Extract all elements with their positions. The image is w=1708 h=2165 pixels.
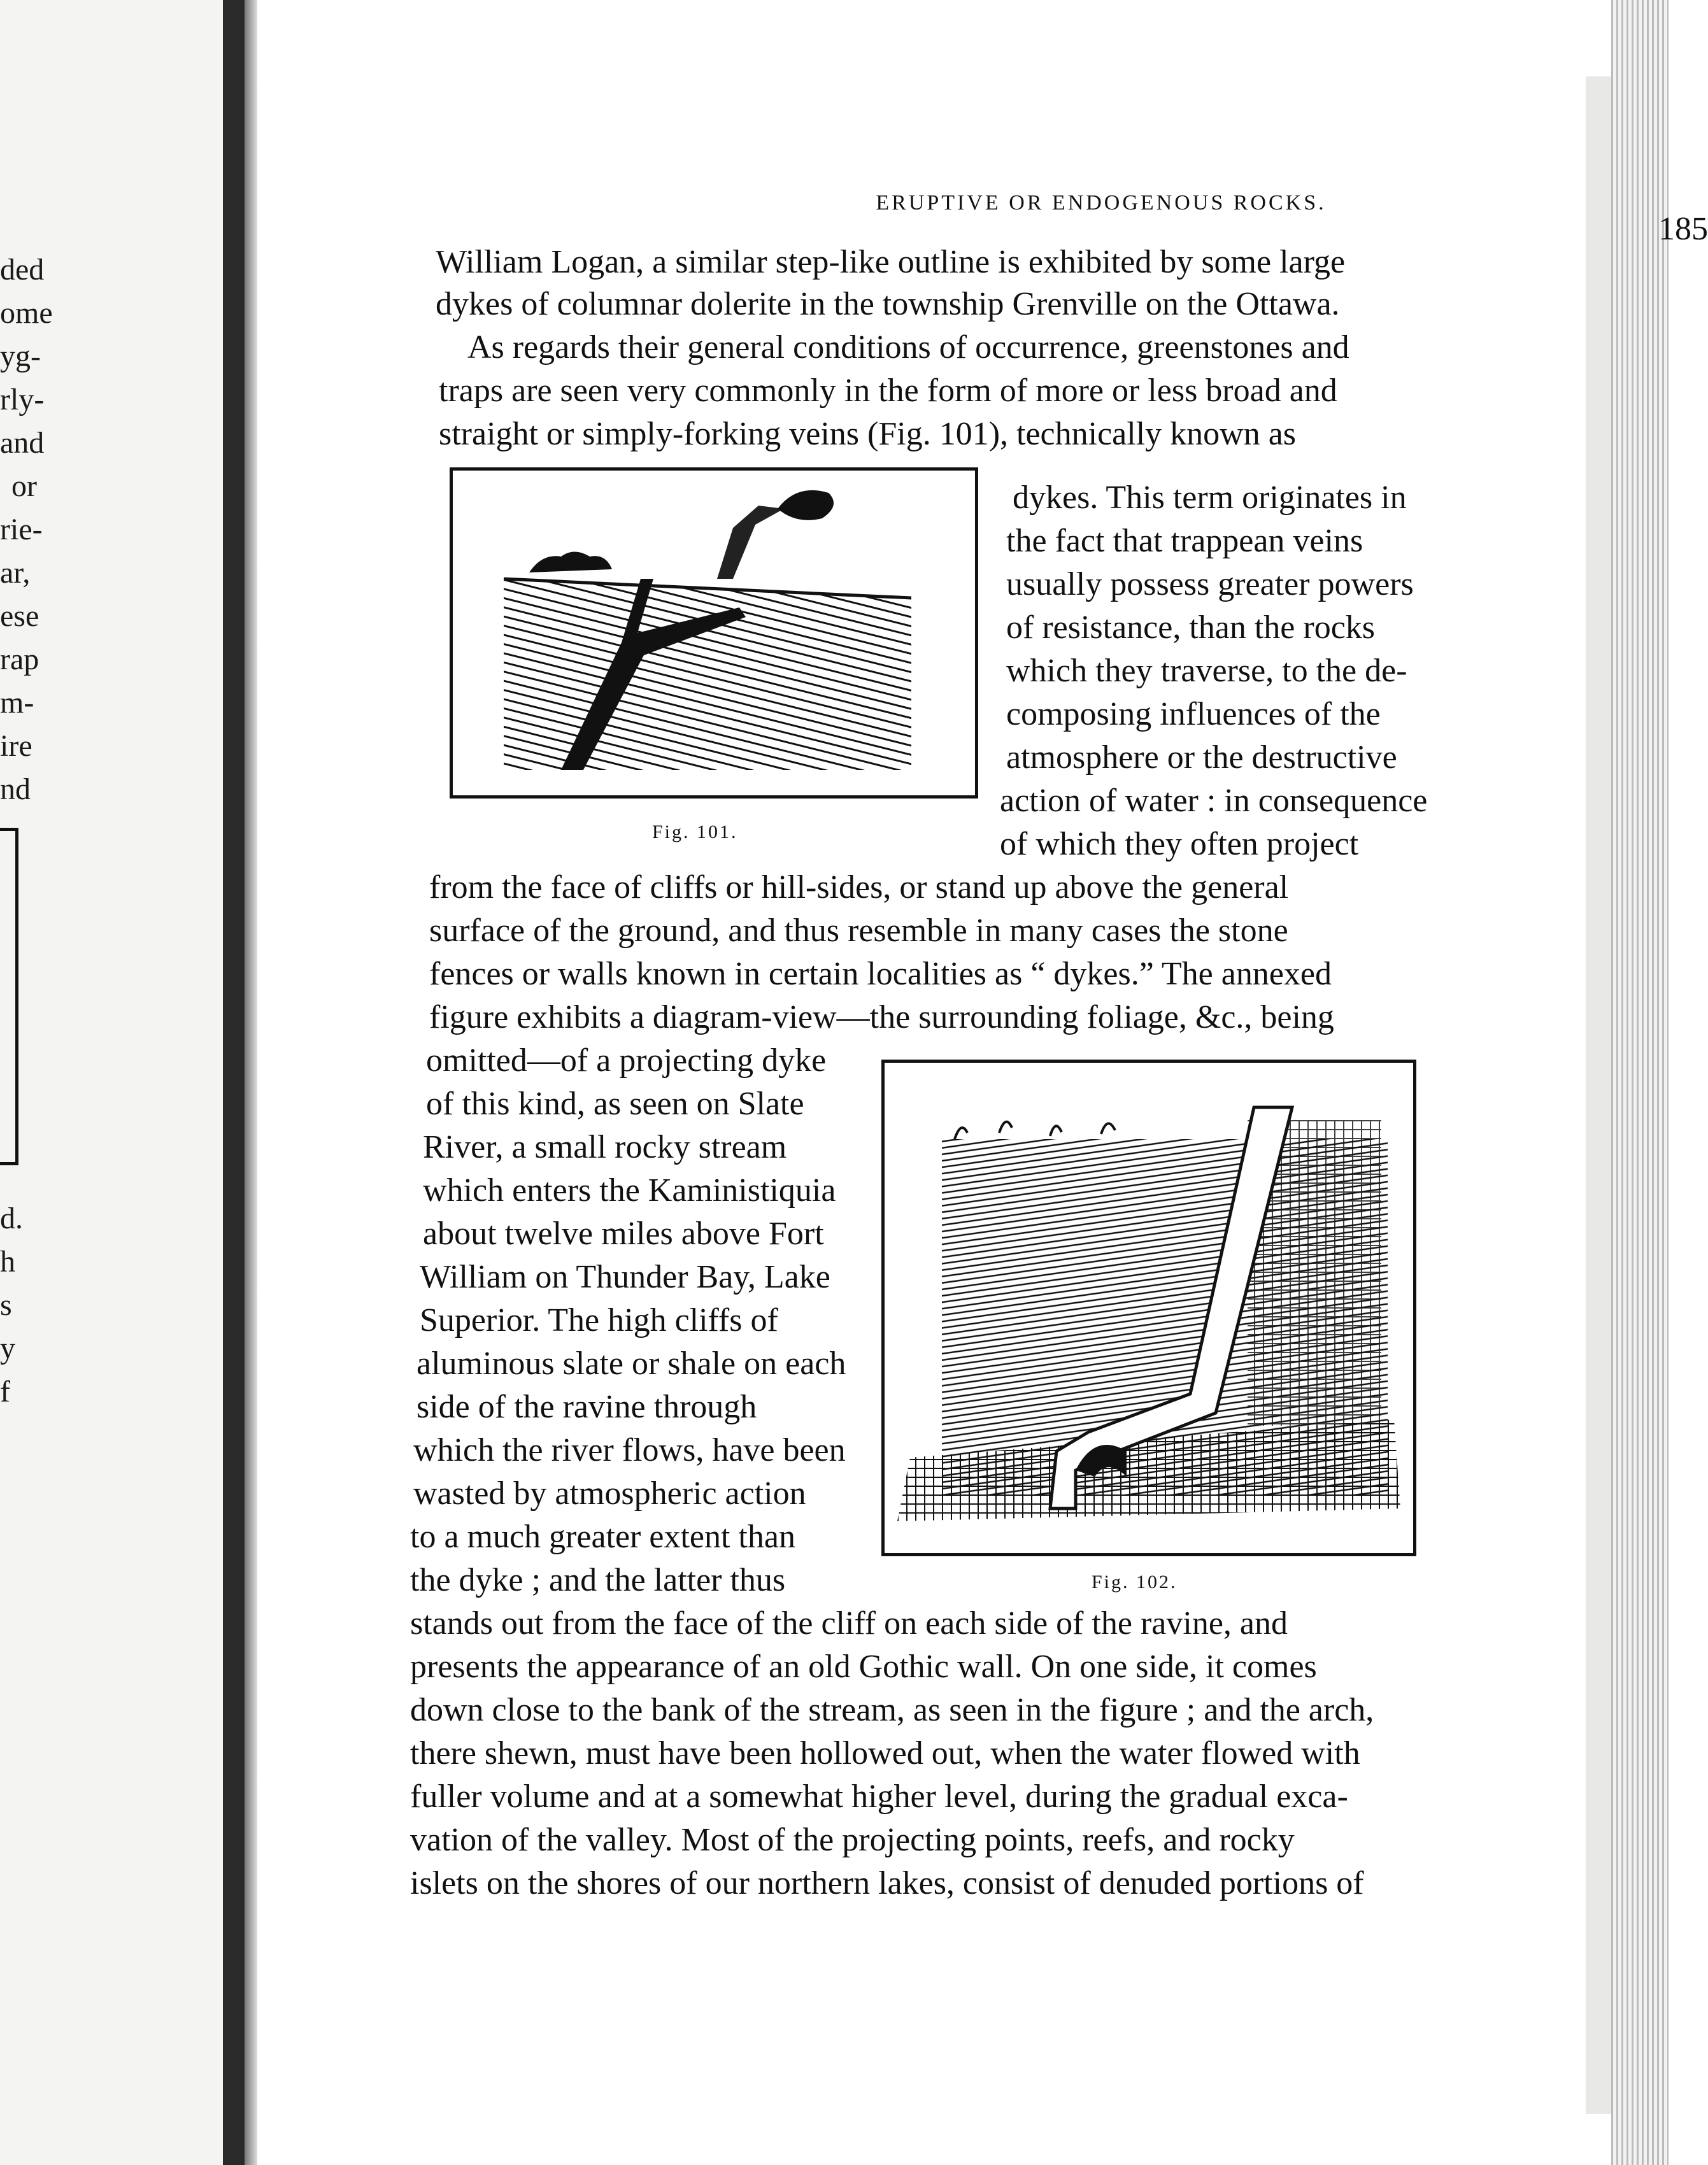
body-line: to a much greater extent than [410, 1519, 795, 1555]
left-page-fragment: rly- [0, 383, 45, 416]
body-line: which the river flows, have been [413, 1432, 846, 1468]
book-gutter [223, 0, 245, 2165]
body-line: presents the appearance of an old Gothic wall. On one side, it comes [410, 1649, 1317, 1685]
body-line: of resistance, than the rocks [1006, 609, 1376, 646]
body-line: which enters the Kaministiquia [423, 1172, 836, 1209]
body-line: dykes of columnar dolerite in the township Grenville on the Ottawa. [436, 286, 1340, 322]
body-line: of this kind, as seen on Slate [426, 1086, 804, 1122]
left-page-fragment: h [0, 1245, 15, 1279]
body-line: As regards their general conditions of occurrence, greenstones and [467, 329, 1349, 366]
body-line: the fact that trappean veins [1006, 523, 1363, 559]
body-line: of which they often project [1000, 826, 1359, 862]
left-page-fragment: ese [0, 599, 39, 633]
left-page-fragment: f [0, 1375, 10, 1409]
body-line: action of water : in consequence [1000, 783, 1428, 819]
body-line: fences or walls known in certain localities as “ dykes.” The annexed [429, 956, 1332, 992]
body-line: traps are seen very commonly in the form of more or less broad and [439, 373, 1337, 409]
body-line: islets on the shores of our northern lakes, consist of denuded portions of [410, 1865, 1364, 1901]
left-page-fragment: ded [0, 253, 45, 287]
dyke-illustration-101 [453, 471, 975, 795]
body-line: figure exhibits a diagram-view—the surrounding foliage, &c., being [429, 999, 1334, 1035]
left-page-figure-frame [0, 828, 18, 1165]
body-line: the dyke ; and the latter thus [410, 1562, 786, 1598]
right-page [257, 0, 1708, 2165]
left-page-fragment: ome [0, 296, 53, 330]
figure-101-caption: Fig. 101. [652, 821, 738, 842]
body-line: composing influences of the [1006, 696, 1381, 732]
left-page-fragment: rap [0, 642, 39, 676]
body-line: dykes. This term originates in [1013, 479, 1407, 516]
body-line: usually possess greater powers [1006, 566, 1414, 602]
left-page-fragment: d. [0, 1202, 23, 1235]
body-line: omitted—of a projecting dyke [426, 1042, 827, 1079]
body-line: atmosphere or the destructive [1006, 739, 1397, 776]
left-page-fragment: ar, [0, 556, 31, 590]
page-stack-edge [1611, 0, 1669, 2165]
figure-102-caption: Fig. 102. [1092, 1572, 1178, 1593]
dyke-illustration-102 [885, 1063, 1413, 1553]
body-line: surface of the ground, and thus resemble in many cases the stone [429, 912, 1288, 949]
left-page-fragment: rie- [0, 513, 43, 546]
running-header: ERUPTIVE OR ENDOGENOUS ROCKS. [876, 191, 1327, 215]
body-line: stands out from the face of the cliff on each side of the ravine, and [410, 1605, 1288, 1642]
body-line: River, a small rocky stream [423, 1129, 787, 1165]
page-number: 185 [1658, 211, 1708, 247]
left-page-fragment: nd [0, 772, 31, 806]
gutter-shadow [245, 0, 257, 2165]
body-line: which they traverse, to the de- [1006, 653, 1407, 689]
left-page-fragment: s [0, 1288, 12, 1322]
body-line: vation of the valley. Most of the projecting points, reefs, and rocky [410, 1822, 1295, 1858]
body-line: there shewn, must have been hollowed out, when the water flowed with [410, 1735, 1360, 1771]
body-line: from the face of cliffs or hill-sides, or stand up above the general [429, 869, 1289, 905]
left-page-fragment: or [11, 469, 37, 503]
body-line: about twelve miles above Fort [423, 1216, 824, 1252]
left-page-fragment: y [0, 1331, 15, 1365]
figure-102 [881, 1060, 1416, 1556]
left-page-fragment: ire [0, 729, 32, 763]
body-line: fuller volume and at a somewhat higher level, during the gradual exca- [410, 1778, 1348, 1815]
body-line: down close to the bank of the stream, as seen in the figure ; and the arch, [410, 1692, 1374, 1728]
body-line: aluminous slate or shale on each [416, 1345, 846, 1382]
body-line: Superior. The high cliffs of [420, 1302, 778, 1338]
body-line: straight or simply-forking veins (Fig. 101), technically known as [439, 416, 1297, 452]
left-page-sliver [0, 0, 223, 2165]
figure-101 [450, 467, 978, 799]
left-page-fragment: m- [0, 686, 34, 720]
left-page-fragment: and [0, 426, 45, 460]
body-line: William Logan, a similar step-like outline is exhibited by some large [436, 244, 1346, 280]
body-line: William on Thunder Bay, Lake [420, 1259, 830, 1295]
body-line: wasted by atmospheric action [413, 1475, 806, 1512]
left-page-fragment: yg- [0, 339, 41, 373]
body-line: side of the ravine through [416, 1389, 757, 1425]
